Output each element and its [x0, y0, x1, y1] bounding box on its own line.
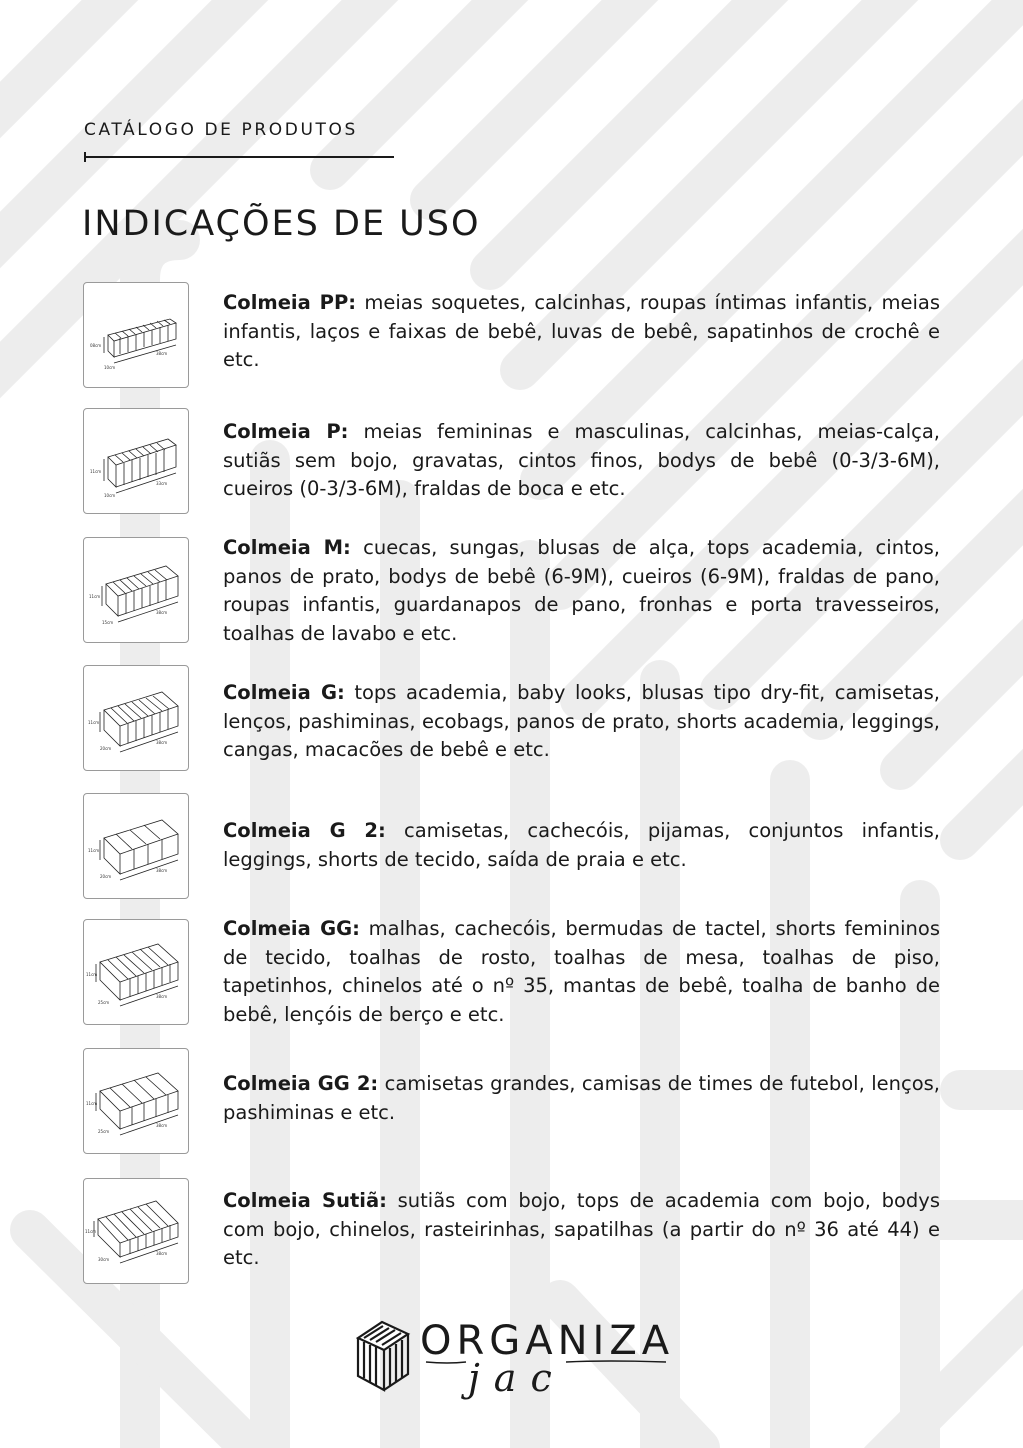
- dim-height-label: 11cm: [88, 848, 100, 853]
- page-title: INDICAÇÕES DE USO: [82, 204, 481, 244]
- product-name: Colmeia P:: [223, 420, 349, 443]
- dim-width-label: 10cm: [104, 493, 116, 498]
- dim-width-label: 20cm: [100, 746, 112, 751]
- product-name: Colmeia G:: [223, 681, 345, 704]
- product-description: [223, 534, 940, 648]
- logo-script: jac: [468, 1356, 566, 1400]
- dim-height-label: 11cm: [86, 1101, 98, 1106]
- product-description: [223, 817, 940, 874]
- kicker-rule: [84, 156, 394, 158]
- product-description: [223, 679, 940, 765]
- product-illustration: [83, 665, 189, 771]
- dim-height-label: 11cm: [88, 720, 100, 725]
- dim-height-label: 11cm: [85, 1229, 97, 1234]
- product-name: Colmeia Sutiã:: [223, 1189, 387, 1212]
- product-illustration: [83, 537, 189, 643]
- dim-length-label: 38cm: [156, 740, 168, 745]
- product-description: [223, 418, 940, 504]
- logo-wordmark: ORGANIZA: [420, 1318, 675, 1364]
- dim-height-label: 11cm: [90, 469, 102, 474]
- organizer-drawing-icon: [84, 538, 188, 642]
- product-uses: camisetas grandes, camisas de times de futebol, lenços, pashiminas e etc.: [223, 1072, 940, 1124]
- dim-width-label: 30cm: [98, 1257, 110, 1262]
- product-description: [223, 1070, 940, 1127]
- product-description: [223, 915, 940, 1029]
- product-name: Colmeia G 2:: [223, 819, 386, 842]
- dim-height-label: 08cm: [90, 343, 102, 348]
- dim-length-label: 38cm: [156, 868, 168, 873]
- product-description: [223, 289, 940, 375]
- product-uses: meias femininas e masculinas, calcinhas, meias-calça, sutiãs sem bojo, gravatas, cintos finos, bodys de bebê (0-3/3-6M), cueiros (0-3/3-6M), fraldas de boca e etc.: [223, 420, 940, 500]
- product-uses: tops academia, baby looks, blusas tipo dry-fit, camisetas, lenços, pashiminas, ecobags, panos de prato, shorts academia, leggings, cangas, macacões de bebê e etc.: [223, 681, 940, 761]
- dim-length-label: 38cm: [156, 1123, 168, 1128]
- dim-length-label: 38cm: [156, 994, 168, 999]
- organizer-drawing-icon: [84, 794, 188, 898]
- dim-length-label: 38cm: [156, 610, 168, 615]
- product-uses: sutiãs com bojo, tops de academia com bojo, bodys com bojo, chinelos, rasteirinhas, sapatilhas (a partir do nº 36 até 44) e etc.: [223, 1189, 940, 1269]
- dim-length-label: 38cm: [156, 351, 168, 356]
- dim-width-label: 25cm: [98, 1000, 110, 1005]
- product-name: Colmeia PP:: [223, 291, 357, 314]
- product-illustration: [83, 1178, 189, 1284]
- dim-height-label: 11cm: [89, 594, 101, 599]
- product-uses: cuecas, sungas, blusas de alça, tops academia, cintos, panos de prato, bodys de bebê (6-9M), cueiros (6-9M), fraldas de pano, roupas infantis, guardanapos de pano, fronhas e porta travesseiros, toalhas de lavabo e etc.: [223, 536, 940, 645]
- product-description: [223, 1187, 940, 1273]
- product-uses: meias soquetes, calcinhas, roupas íntimas infantis, meias infantis, laços e faixas de bebê, luvas de bebê, sapatinhos de crochê e etc.: [223, 291, 940, 371]
- product-illustration: [83, 1048, 189, 1154]
- dim-width-label: 20cm: [100, 874, 112, 879]
- product-illustration: [83, 919, 189, 1025]
- product-uses: malhas, cachecóis, bermudas de tactel, shorts femininos de tecido, toalhas de rosto, toalhas de mesa, toalhas de piso, tapetinhos, chinelos até o nº 35, mantas de bebê, toalha de banho de bebê, lençóis de berço e etc.: [223, 917, 940, 1026]
- organizer-drawing-icon: [84, 920, 188, 1024]
- product-name: Colmeia GG:: [223, 917, 360, 940]
- product-illustration: [83, 282, 189, 388]
- product-illustration: [83, 408, 189, 514]
- dim-width-label: 15cm: [102, 620, 114, 625]
- organizer-drawing-icon: [84, 283, 188, 387]
- dim-height-label: 11cm: [86, 972, 98, 977]
- product-uses: camisetas, cachecóis, pijamas, conjuntos infantis, leggings, shorts de tecido, saída de praia e etc.: [223, 819, 940, 871]
- product-name: Colmeia GG 2:: [223, 1072, 379, 1095]
- product-name: Colmeia M:: [223, 536, 351, 559]
- organizer-drawing-icon: [84, 666, 188, 770]
- catalog-kicker: CATÁLOGO DE PRODUTOS: [84, 120, 358, 140]
- product-illustration: [83, 793, 189, 899]
- organizer-drawing-icon: [84, 409, 188, 513]
- organizer-drawing-icon: [84, 1049, 188, 1153]
- dim-length-label: 33cm: [156, 481, 168, 486]
- dim-width-label: 10cm: [104, 365, 116, 370]
- dim-length-label: 38cm: [156, 1251, 168, 1256]
- organizer-drawing-icon: [84, 1179, 188, 1283]
- dim-width-label: 25cm: [98, 1129, 110, 1134]
- cube-logo-icon: [358, 1322, 408, 1390]
